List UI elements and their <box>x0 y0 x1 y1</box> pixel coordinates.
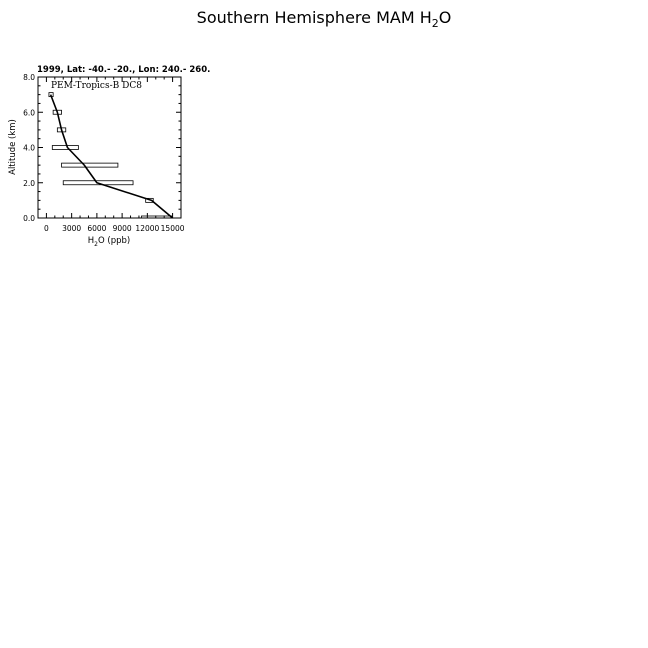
range-box <box>52 146 78 150</box>
x-tick-label: 9000 <box>112 224 132 233</box>
y-tick-label: 6.0 <box>23 108 35 118</box>
y-tick-label: 0.0 <box>23 214 35 223</box>
chart-subtitle: 1999, Lat: -40.- -20., Lon: 240.- 260. <box>37 65 211 75</box>
x-axis-label: $H_2O$ (ppb) <box>87 236 131 248</box>
range-box <box>62 163 118 167</box>
x-tick-label: 0 <box>44 224 49 233</box>
x-tick-label: 6000 <box>87 224 107 233</box>
plot-frame <box>38 77 181 218</box>
profile-line <box>51 95 173 218</box>
x-tick-label: 12000 <box>135 224 160 233</box>
x-tick-label: 15000 <box>160 224 185 233</box>
plot-area <box>23 73 185 233</box>
panel-label: PEM-Tropics-B DC8 <box>51 81 142 91</box>
range-box <box>141 216 171 218</box>
x-tick-label: 3000 <box>62 224 82 233</box>
chart-title: Southern Hemisphere MAM $H_2O$ <box>196 8 452 30</box>
y-tick-label: 8.0 <box>23 73 35 82</box>
y-tick-label: 2.0 <box>23 178 35 188</box>
y-axis-label: Altitude (km) <box>8 119 18 175</box>
y-tick-label: 4.0 <box>23 143 35 153</box>
